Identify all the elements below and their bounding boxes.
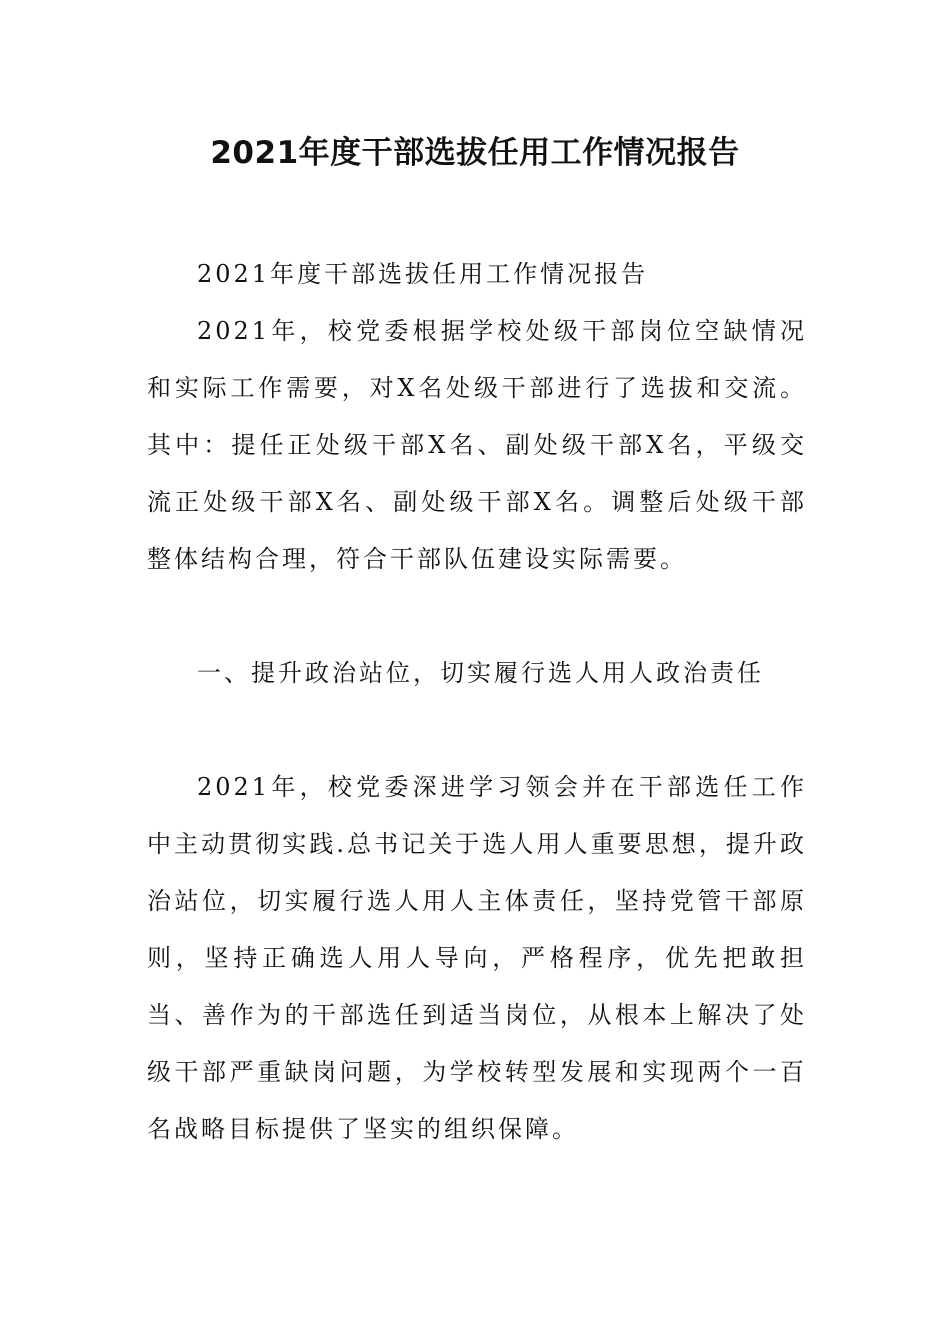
section-1-heading: 一、提升政治站位，切实履行选人用人政治责任 [197,659,764,687]
document-title: 2021年度干部选拔任用工作情况报告 [210,135,740,171]
intro-paragraph: 2021年，校党委根据学校处级干部岗位空缺情况和实际工作需要，对X名处级干部进行了选拔和交流。其中：提任正处级干部X名、副处级干部X名，平级交流正处级干部X名、副处级干部X名。调整后处级干部整体结构合理，符合干部队伍建设实际需要。 [147,317,807,573]
document-subtitle: 2021年度干部选拔任用工作情况报告 [197,260,649,288]
section-1-body: 2021年，校党委深进学习领会并在干部选任工作中主动贯彻实践.总书记关于选人用人重要思想，提升政治站位，切实履行选人用人主体责任，坚持党管干部原则，坚持正确选人用人导向，严格程序，优先把敢担当、善作为的干部选任到适当岗位，从根本上解决了处级干部严重缺岗问题，为学校转型发展和实现两个一百名战略目标提供了坚实的组织保障。 [147,773,807,1143]
